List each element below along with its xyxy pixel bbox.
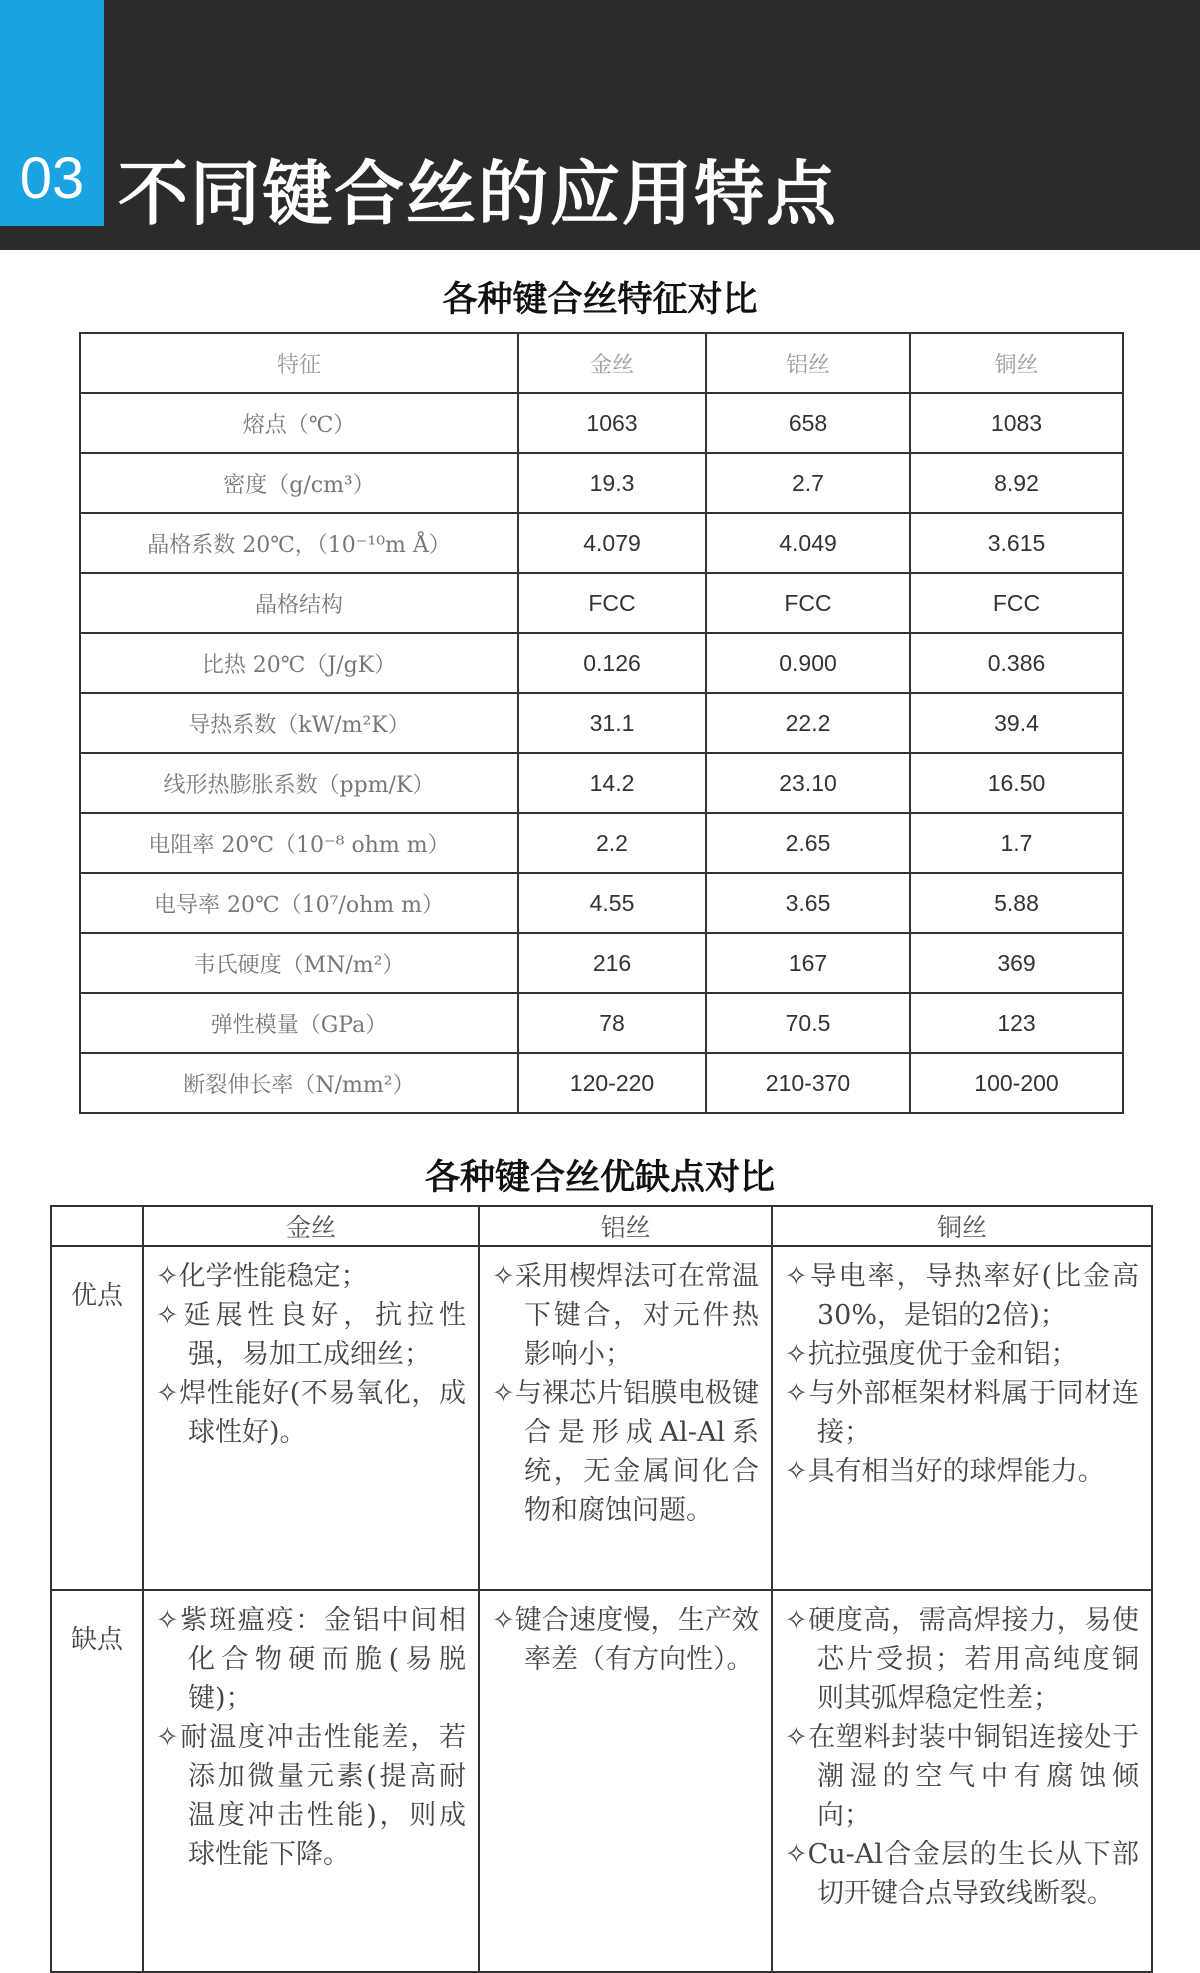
table-row <box>80 813 1123 873</box>
feature-cell: 比热 20℃（J/gK） <box>80 633 518 693</box>
feature-cell: 断裂伸长率（N/mm²） <box>80 1053 518 1113</box>
page-title: 不同键合丝的应用特点 <box>118 153 838 235</box>
column-header-empty <box>51 1206 143 1246</box>
gold-value: 14.2 <box>518 753 706 813</box>
disadvantages-row <box>51 1590 1152 1972</box>
feature-cell: 密度（g/cm³） <box>80 453 518 513</box>
gold-value: 4.079 <box>518 513 706 573</box>
aluminum-value: 658 <box>706 393 910 453</box>
aluminum-value: 167 <box>706 933 910 993</box>
gold-advantages <box>143 1246 479 1590</box>
aluminum-value: 70.5 <box>706 993 910 1053</box>
gold-disadvantages <box>143 1590 479 1972</box>
copper-value: 39.4 <box>910 693 1123 753</box>
table2-title: 各种键合丝优缺点对比 <box>424 1158 775 1198</box>
column-header-aluminum: 铝丝 <box>706 333 910 393</box>
feature-cell: 导热系数（kW/m²K） <box>80 693 518 753</box>
list-item: ✧硬度高，需高焊接力，易使芯片受损；若用高纯度铜则其弧焊稳定性差； <box>785 1605 1139 1714</box>
copper-value: 123 <box>910 993 1123 1053</box>
copper-value: 1083 <box>910 393 1123 453</box>
aluminum-value: 2.7 <box>706 453 910 513</box>
gold-value: 216 <box>518 933 706 993</box>
pros-cons-table <box>50 1205 1153 1973</box>
list-item: ✧抗拉强度优于金和铝； <box>785 1339 1078 1370</box>
list-item: ✧采用楔焊法可在常温下键合，对元件热影响小； <box>492 1261 759 1370</box>
list-item: ✧键合速度慢，生产效率差（有方向性）。 <box>492 1605 759 1675</box>
copper-advantages <box>772 1246 1152 1590</box>
gold-value: 31.1 <box>518 693 706 753</box>
properties-table <box>79 332 1124 1114</box>
header-bar <box>0 0 1200 250</box>
gold-value: 0.126 <box>518 633 706 693</box>
gold-value: 1063 <box>518 393 706 453</box>
aluminum-value: 210-370 <box>706 1053 910 1113</box>
copper-value: FCC <box>910 573 1123 633</box>
list-item: ✧焊性能好(不易氧化，成球性好)。 <box>156 1378 466 1448</box>
table-row <box>80 393 1123 453</box>
list-item: ✧具有相当好的球焊能力。 <box>785 1456 1105 1487</box>
copper-disadvantages <box>772 1590 1152 1972</box>
table-header-row <box>51 1206 1152 1246</box>
gold-value: 19.3 <box>518 453 706 513</box>
copper-value: 1.7 <box>910 813 1123 873</box>
aluminum-value: 23.10 <box>706 753 910 813</box>
list-item: ✧与外部框架材料属于同材连接； <box>785 1378 1139 1448</box>
disadvantages-label: 缺点 <box>51 1590 143 1972</box>
table-row <box>80 513 1123 573</box>
table-row <box>80 633 1123 693</box>
table-header-row <box>80 333 1123 393</box>
feature-cell: 晶格结构 <box>80 573 518 633</box>
column-header-gold: 金丝 <box>143 1206 479 1246</box>
advantages-label: 优点 <box>51 1246 143 1590</box>
aluminum-value: FCC <box>706 573 910 633</box>
gold-value: 4.55 <box>518 873 706 933</box>
copper-value: 100-200 <box>910 1053 1123 1113</box>
gold-value: 2.2 <box>518 813 706 873</box>
feature-cell: 韦氏硬度（MN/m²） <box>80 933 518 993</box>
table-row <box>80 693 1123 753</box>
copper-value: 5.88 <box>910 873 1123 933</box>
copper-value: 0.386 <box>910 633 1123 693</box>
aluminum-value: 2.65 <box>706 813 910 873</box>
aluminum-value: 3.65 <box>706 873 910 933</box>
table-row <box>80 753 1123 813</box>
aluminum-advantages <box>479 1246 772 1590</box>
aluminum-disadvantages <box>479 1590 772 1972</box>
list-item: ✧在塑料封装中铜铝连接处于潮湿的空气中有腐蚀倾向； <box>785 1722 1139 1831</box>
advantages-row <box>51 1246 1152 1590</box>
list-item: ✧延展性良好，抗拉性强，易加工成细丝； <box>156 1300 466 1370</box>
table-row <box>80 993 1123 1053</box>
feature-cell: 电导率 20℃（10⁷/ohm m） <box>80 873 518 933</box>
gold-value: FCC <box>518 573 706 633</box>
gold-value: 78 <box>518 993 706 1053</box>
table-row <box>80 933 1123 993</box>
copper-value: 16.50 <box>910 753 1123 813</box>
copper-value: 3.615 <box>910 513 1123 573</box>
column-header-copper: 铜丝 <box>772 1206 1152 1246</box>
table-row <box>80 873 1123 933</box>
list-item: ✧与裸芯片铝膜电极键合是形成Al-Al系统，无金属间化合物和腐蚀问题。 <box>492 1378 759 1526</box>
column-header-aluminum: 铝丝 <box>479 1206 772 1246</box>
table-row <box>80 1053 1123 1113</box>
feature-cell: 熔点（℃） <box>80 393 518 453</box>
table-row <box>80 453 1123 513</box>
column-header-feature: 特征 <box>80 333 518 393</box>
copper-value: 369 <box>910 933 1123 993</box>
aluminum-value: 22.2 <box>706 693 910 753</box>
feature-cell: 弹性模量（GPa） <box>80 993 518 1053</box>
column-header-copper: 铜丝 <box>910 333 1123 393</box>
table-row <box>80 573 1123 633</box>
section-number: 03 <box>0 0 104 226</box>
list-item: ✧紫斑瘟疫：金铝中间相化合物硬而脆(易脱键)； <box>156 1605 466 1714</box>
list-item: ✧Cu-Al合金层的生长从下部切开键合点导致线断裂。 <box>785 1839 1139 1909</box>
feature-cell: 电阻率 20℃（10⁻⁸ ohm m） <box>80 813 518 873</box>
list-item: ✧化学性能稳定； <box>156 1261 368 1292</box>
aluminum-value: 0.900 <box>706 633 910 693</box>
aluminum-value: 4.049 <box>706 513 910 573</box>
feature-cell: 线形热膨胀系数（ppm/K） <box>80 753 518 813</box>
list-item: ✧导电率，导热率好(比金高30%，是铝的2倍)； <box>785 1261 1139 1331</box>
column-header-gold: 金丝 <box>518 333 706 393</box>
gold-value: 120-220 <box>518 1053 706 1113</box>
list-item: ✧耐温度冲击性能差，若添加微量元素(提高耐温度冲击性能)，则成球性能下降。 <box>156 1722 466 1870</box>
copper-value: 8.92 <box>910 453 1123 513</box>
table1-title: 各种键合丝特征对比 <box>442 280 758 320</box>
feature-cell: 晶格系数 20℃，（10⁻¹⁰m Å） <box>80 513 518 573</box>
